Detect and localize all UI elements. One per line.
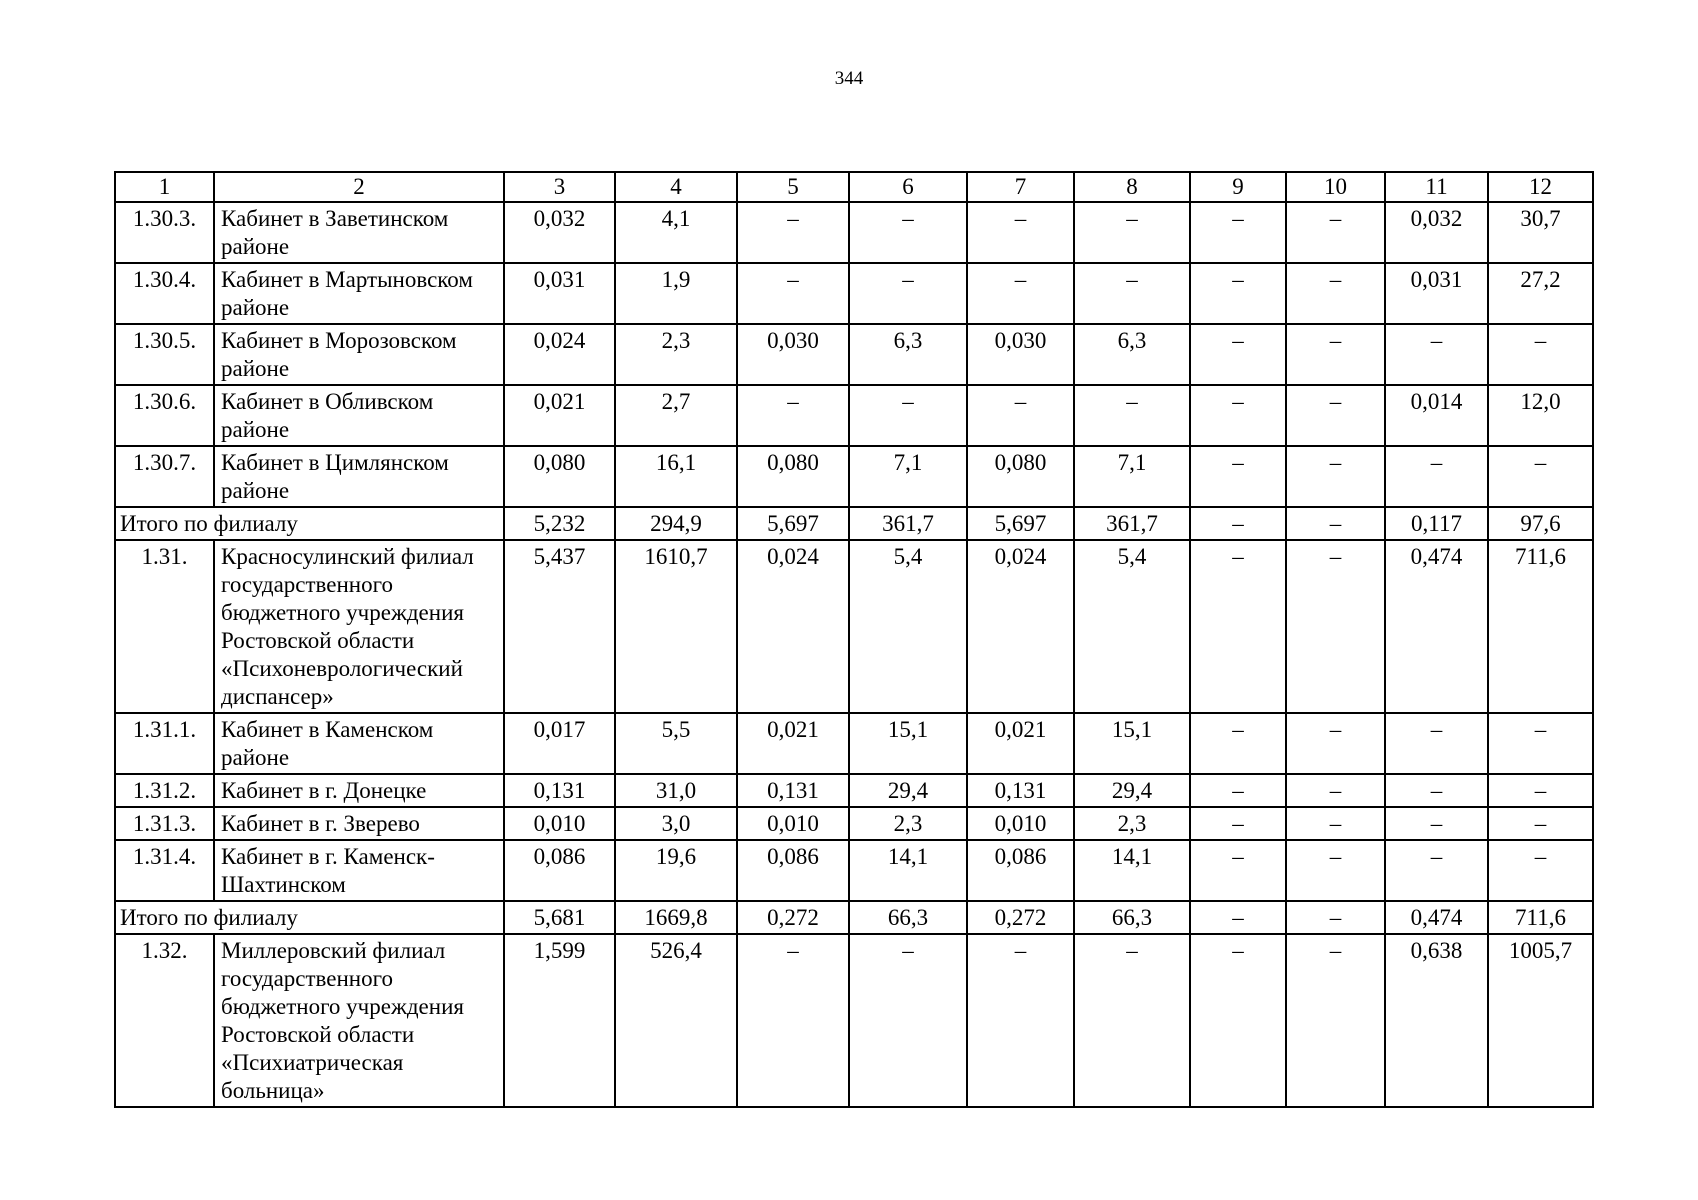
table-cell: – (1286, 446, 1385, 507)
table-cell: – (1286, 901, 1385, 934)
column-header: 7 (967, 172, 1074, 202)
column-header: 6 (849, 172, 967, 202)
column-header: 8 (1074, 172, 1190, 202)
table-row (115, 324, 1593, 385)
table-cell: 0,131 (967, 774, 1074, 807)
table-cell: 6,3 (1074, 324, 1190, 385)
table-cell: – (1190, 807, 1286, 840)
table-cell: 5,4 (849, 540, 967, 713)
table-cell: – (1385, 713, 1488, 774)
row-name: Красносулинский филиал государственного бюджетного учреждения Ростовской области «Психоневрологический диспансер» (214, 540, 504, 713)
total-label: Итого по филиалу (115, 507, 504, 540)
table-cell: 0,080 (967, 446, 1074, 507)
table-cell: 7,1 (849, 446, 967, 507)
table-cell: 14,1 (1074, 840, 1190, 901)
table-cell: 0,021 (967, 713, 1074, 774)
table-cell: 711,6 (1488, 540, 1593, 713)
table-cell: 361,7 (849, 507, 967, 540)
row-number: 1.30.4. (115, 263, 214, 324)
table-cell: – (1074, 202, 1190, 263)
table-cell: – (1190, 446, 1286, 507)
table-cell: – (1190, 934, 1286, 1107)
table-cell: 2,7 (615, 385, 737, 446)
total-label: Итого по филиалу (115, 901, 504, 934)
table-cell: – (1286, 324, 1385, 385)
table-cell: 1,9 (615, 263, 737, 324)
table-cell: – (967, 385, 1074, 446)
table-cell: 30,7 (1488, 202, 1593, 263)
table-cell: – (1286, 807, 1385, 840)
table-cell: 6,3 (849, 324, 967, 385)
table-cell: – (1286, 540, 1385, 713)
table-cell: 0,272 (737, 901, 849, 934)
table-cell: 14,1 (849, 840, 967, 901)
table-cell: 0,638 (1385, 934, 1488, 1107)
table-cell: 0,080 (737, 446, 849, 507)
table-cell: 0,086 (737, 840, 849, 901)
column-header: 10 (1286, 172, 1385, 202)
table-cell: – (1190, 713, 1286, 774)
table-cell: 0,024 (737, 540, 849, 713)
table-cell: 0,086 (967, 840, 1074, 901)
table-cell: – (1190, 901, 1286, 934)
table-cell: 0,024 (504, 324, 615, 385)
table-cell: – (1074, 934, 1190, 1107)
table-cell: 0,031 (504, 263, 615, 324)
table-cell: 526,4 (615, 934, 737, 1107)
table-cell: 0,131 (504, 774, 615, 807)
page-number: 344 (834, 68, 864, 89)
table-cell: 0,086 (504, 840, 615, 901)
column-header: 4 (615, 172, 737, 202)
table-row (115, 385, 1593, 446)
table-cell: – (1385, 324, 1488, 385)
table-cell: 5,697 (737, 507, 849, 540)
table-cell: – (1190, 540, 1286, 713)
table-cell: 27,2 (1488, 263, 1593, 324)
table-row (115, 540, 1593, 713)
table-cell: 5,437 (504, 540, 615, 713)
table-cell: – (967, 202, 1074, 263)
table-cell: 0,032 (1385, 202, 1488, 263)
table-cell: 0,030 (967, 324, 1074, 385)
table-row (115, 446, 1593, 507)
column-header: 12 (1488, 172, 1593, 202)
row-name: Кабинет в г. Донецке (214, 774, 504, 807)
table-cell: – (1488, 713, 1593, 774)
table-cell: – (1074, 385, 1190, 446)
data-table (114, 171, 1594, 1108)
table-cell: 15,1 (1074, 713, 1190, 774)
table-cell: 12,0 (1488, 385, 1593, 446)
row-name: Кабинет в Заветинском районе (214, 202, 504, 263)
table-cell: – (967, 263, 1074, 324)
row-name: Миллеровский филиал государственного бюджетного учреждения Ростовской области «Психиатрическая больница» (214, 934, 504, 1107)
table-cell: 1,599 (504, 934, 615, 1107)
table-cell: 0,030 (737, 324, 849, 385)
column-header: 5 (737, 172, 849, 202)
table-cell: 0,010 (737, 807, 849, 840)
row-number: 1.31. (115, 540, 214, 713)
row-name: Кабинет в Мартыновском районе (214, 263, 504, 324)
table-cell: 66,3 (1074, 901, 1190, 934)
table-cell: 31,0 (615, 774, 737, 807)
table-cell: 294,9 (615, 507, 737, 540)
table-cell: – (1286, 934, 1385, 1107)
total-row (115, 901, 1593, 934)
table-cell: – (1074, 263, 1190, 324)
table-cell: 361,7 (1074, 507, 1190, 540)
table-cell: – (1286, 507, 1385, 540)
table-cell: 97,6 (1488, 507, 1593, 540)
table-row (115, 840, 1593, 901)
table-cell: – (737, 934, 849, 1107)
table-cell: 0,032 (504, 202, 615, 263)
column-header: 9 (1190, 172, 1286, 202)
table-cell: 5,681 (504, 901, 615, 934)
row-number: 1.30.6. (115, 385, 214, 446)
table-cell: – (737, 202, 849, 263)
header-row (115, 172, 1593, 202)
table-cell: 4,1 (615, 202, 737, 263)
table-cell: 0,080 (504, 446, 615, 507)
row-name: Кабинет в Цимлянском районе (214, 446, 504, 507)
table-cell: 7,1 (1074, 446, 1190, 507)
table-cell: 5,697 (967, 507, 1074, 540)
table-row (115, 263, 1593, 324)
table-cell: – (1286, 263, 1385, 324)
table-cell: – (1488, 774, 1593, 807)
table-cell: – (1286, 385, 1385, 446)
table-cell: – (1190, 324, 1286, 385)
table-row (115, 934, 1593, 1107)
table-cell: 1610,7 (615, 540, 737, 713)
table-cell: 66,3 (849, 901, 967, 934)
table-cell: – (849, 202, 967, 263)
row-number: 1.30.5. (115, 324, 214, 385)
table-cell: – (1190, 263, 1286, 324)
table-cell: – (1190, 385, 1286, 446)
table-cell: 15,1 (849, 713, 967, 774)
row-name: Кабинет в г. Каменск-Шахтинском (214, 840, 504, 901)
table-row (115, 713, 1593, 774)
table-row (115, 807, 1593, 840)
table-cell: – (1190, 774, 1286, 807)
row-number: 1.31.1. (115, 713, 214, 774)
table-cell: 5,5 (615, 713, 737, 774)
table-cell: – (849, 385, 967, 446)
table-cell: 2,3 (615, 324, 737, 385)
column-header: 3 (504, 172, 615, 202)
table-cell: – (1488, 324, 1593, 385)
table-cell: – (1488, 840, 1593, 901)
table-cell: 19,6 (615, 840, 737, 901)
row-number: 1.31.3. (115, 807, 214, 840)
table-cell: 0,010 (967, 807, 1074, 840)
table-cell: 0,272 (967, 901, 1074, 934)
table-cell: 0,024 (967, 540, 1074, 713)
table-cell: 5,4 (1074, 540, 1190, 713)
table-cell: 0,021 (504, 385, 615, 446)
table-cell: 0,031 (1385, 263, 1488, 324)
table-cell: 16,1 (615, 446, 737, 507)
table-row (115, 774, 1593, 807)
table-cell: – (1488, 807, 1593, 840)
table-cell: 5,232 (504, 507, 615, 540)
table-cell: 2,3 (1074, 807, 1190, 840)
table-cell: 0,131 (737, 774, 849, 807)
column-header: 1 (115, 172, 214, 202)
table-cell: – (1488, 446, 1593, 507)
column-header: 11 (1385, 172, 1488, 202)
table-cell: 1005,7 (1488, 934, 1593, 1107)
table-cell: – (737, 263, 849, 324)
row-number: 1.30.3. (115, 202, 214, 263)
table-cell: 0,474 (1385, 901, 1488, 934)
table-cell: – (1190, 840, 1286, 901)
table-cell: – (849, 263, 967, 324)
table-cell: – (1385, 840, 1488, 901)
table-cell: 29,4 (1074, 774, 1190, 807)
table-cell: – (1190, 507, 1286, 540)
table-cell: – (1385, 446, 1488, 507)
table-cell: – (737, 385, 849, 446)
table-cell: – (1286, 713, 1385, 774)
row-number: 1.32. (115, 934, 214, 1107)
table-cell: 3,0 (615, 807, 737, 840)
table-cell: 0,021 (737, 713, 849, 774)
table-cell: 2,3 (849, 807, 967, 840)
table-row (115, 202, 1593, 263)
table-cell: – (1286, 840, 1385, 901)
table-cell: – (1286, 202, 1385, 263)
row-number: 1.30.7. (115, 446, 214, 507)
row-number: 1.31.2. (115, 774, 214, 807)
table-cell: – (1385, 774, 1488, 807)
row-name: Кабинет в г. Зверево (214, 807, 504, 840)
column-header: 2 (214, 172, 504, 202)
row-name: Кабинет в Каменском районе (214, 713, 504, 774)
table-cell: 0,010 (504, 807, 615, 840)
table-cell: 711,6 (1488, 901, 1593, 934)
table-cell: 0,017 (504, 713, 615, 774)
row-number: 1.31.4. (115, 840, 214, 901)
row-name: Кабинет в Обливском районе (214, 385, 504, 446)
table-cell: 29,4 (849, 774, 967, 807)
table-cell: 1669,8 (615, 901, 737, 934)
table-cell: 0,117 (1385, 507, 1488, 540)
table-cell: – (849, 934, 967, 1107)
table-cell: 0,014 (1385, 385, 1488, 446)
total-row (115, 507, 1593, 540)
table-cell: – (1190, 202, 1286, 263)
table-cell: – (967, 934, 1074, 1107)
table-cell: – (1286, 774, 1385, 807)
table-cell: – (1385, 807, 1488, 840)
row-name: Кабинет в Морозовском районе (214, 324, 504, 385)
table-cell: 0,474 (1385, 540, 1488, 713)
